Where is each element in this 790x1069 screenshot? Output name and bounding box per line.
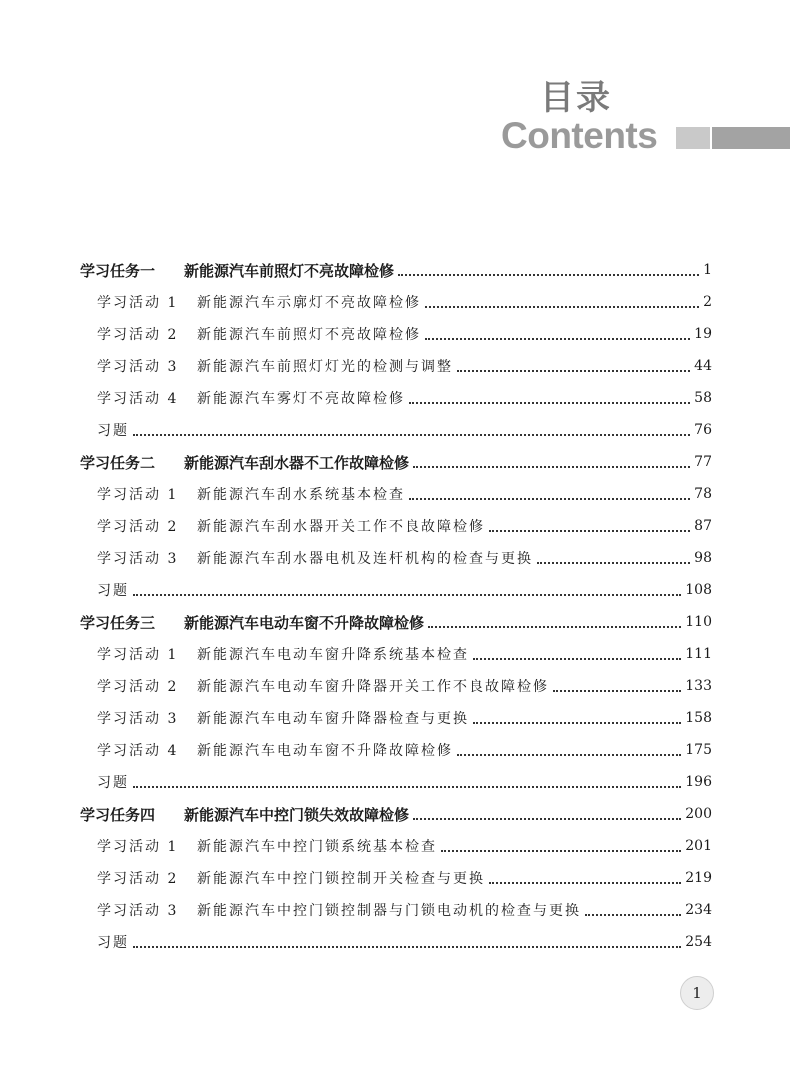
toc-page: 98 — [694, 550, 712, 566]
toc-label: 习题 — [97, 423, 129, 439]
toc-title: 新能源汽车雾灯不亮故障检修 — [197, 391, 405, 407]
toc-task-2[interactable] — [80, 446, 712, 478]
toc-title: 新能源汽车刮水系统基本检查 — [197, 487, 405, 503]
toc-activity[interactable] — [97, 350, 712, 382]
page-number-badge: 1 — [680, 976, 714, 1010]
toc-title: 新能源汽车刮水器电机及连杆机构的检查与更换 — [197, 551, 533, 567]
toc-label: 学习活动 3 — [97, 903, 179, 919]
toc-page: 111 — [685, 646, 712, 662]
leader-dots — [133, 785, 681, 788]
toc-page: 219 — [685, 870, 712, 886]
title: 目录 — [540, 78, 612, 118]
toc-label: 学习活动 3 — [97, 551, 179, 567]
toc-page: 201 — [685, 838, 712, 854]
toc-page: 234 — [685, 902, 712, 918]
toc-activity[interactable] — [97, 286, 712, 318]
toc-title: 新能源汽车中控门锁系统基本检查 — [197, 839, 437, 855]
leader-dots — [425, 337, 690, 340]
leader-dots — [473, 721, 681, 724]
toc-activity[interactable] — [97, 478, 712, 510]
toc-title: 新能源汽车刮水器开关工作不良故障检修 — [197, 519, 485, 535]
toc-label: 学习任务三 — [80, 613, 156, 632]
toc-activity[interactable] — [97, 382, 712, 414]
toc-activity[interactable] — [97, 702, 712, 734]
toc-page: 19 — [694, 326, 712, 342]
toc-label: 学习活动 2 — [97, 679, 179, 695]
toc-activity[interactable] — [97, 862, 712, 894]
leader-dots — [133, 945, 681, 948]
toc-page: 110 — [685, 614, 712, 630]
leader-dots — [441, 849, 681, 852]
toc-activity[interactable] — [97, 638, 712, 670]
toc-task-1[interactable] — [80, 254, 712, 286]
toc-label: 习题 — [97, 935, 129, 951]
toc-task-3[interactable] — [80, 606, 712, 638]
toc-title: 新能源汽车前照灯不亮故障检修 — [197, 327, 421, 343]
toc-exercises[interactable] — [97, 766, 712, 798]
leader-dots — [585, 913, 681, 916]
toc-page: 76 — [694, 422, 712, 438]
toc-title: 新能源汽车电动车窗不升降故障检修 — [197, 743, 453, 759]
leader-dots — [473, 657, 681, 660]
toc-exercises[interactable] — [97, 926, 712, 958]
toc-activity[interactable] — [97, 734, 712, 766]
toc-title: 新能源汽车电动车窗升降器开关工作不良故障检修 — [197, 679, 549, 695]
decorative-bar-dark — [712, 127, 790, 149]
toc-label: 学习活动 3 — [97, 359, 179, 375]
toc-label: 学习活动 3 — [97, 711, 179, 727]
leader-dots — [489, 881, 681, 884]
toc-label: 学习活动 1 — [97, 647, 179, 663]
toc-title: 新能源汽车刮水器不工作故障检修 — [184, 453, 410, 472]
leader-dots — [425, 305, 699, 308]
toc-activity[interactable] — [97, 670, 712, 702]
toc-label: 学习活动 4 — [97, 391, 179, 407]
toc-exercises[interactable] — [97, 574, 712, 606]
toc-label: 学习活动 1 — [97, 295, 179, 311]
toc-title: 新能源汽车前照灯灯光的检测与调整 — [197, 359, 453, 375]
toc-page: 78 — [694, 486, 712, 502]
toc-label: 学习活动 1 — [97, 839, 179, 855]
toc-activity[interactable] — [97, 894, 712, 926]
leader-dots — [537, 561, 690, 564]
leader-dots — [413, 817, 681, 820]
toc-label: 学习活动 2 — [97, 519, 179, 535]
leader-dots — [457, 369, 690, 372]
toc-title: 新能源汽车电动车窗升降器检查与更换 — [197, 711, 469, 727]
toc-title: 新能源汽车前照灯不亮故障检修 — [184, 261, 395, 280]
toc-label: 学习活动 2 — [97, 871, 179, 887]
toc-task-4[interactable] — [80, 798, 712, 830]
subtitle: Contents — [501, 115, 658, 156]
toc-page: 133 — [685, 678, 712, 694]
leader-dots — [489, 529, 690, 532]
toc-title: 新能源汽车电动车窗不升降故障检修 — [184, 613, 425, 632]
toc-label: 学习活动 2 — [97, 327, 179, 343]
toc-page: 254 — [685, 934, 712, 950]
toc-label: 习题 — [97, 583, 129, 599]
toc-exercises[interactable] — [97, 414, 712, 446]
toc-page: 44 — [694, 358, 712, 374]
leader-dots — [133, 433, 690, 436]
toc-activity[interactable] — [97, 318, 712, 350]
toc-activity[interactable] — [97, 830, 712, 862]
toc-title: 新能源汽车示廓灯不亮故障检修 — [197, 295, 421, 311]
toc-title: 新能源汽车中控门锁控制器与门锁电动机的检查与更换 — [197, 903, 581, 919]
toc-page: 200 — [685, 806, 712, 822]
toc-label: 学习活动 4 — [97, 743, 179, 759]
leader-dots — [428, 625, 681, 628]
leader-dots — [553, 689, 681, 692]
toc-label: 学习任务一 — [80, 261, 156, 280]
toc-page: 1 — [703, 262, 712, 278]
toc-activity[interactable] — [97, 510, 712, 542]
leader-dots — [413, 465, 690, 468]
toc-page: 158 — [685, 710, 712, 726]
toc-title: 新能源汽车中控门锁控制开关检查与更换 — [197, 871, 485, 887]
leader-dots — [133, 593, 681, 596]
toc-page: 196 — [685, 774, 712, 790]
toc-label: 学习任务四 — [80, 805, 156, 824]
leader-dots — [398, 273, 699, 276]
toc-page: 58 — [694, 390, 712, 406]
toc-label: 习题 — [97, 775, 129, 791]
toc-page: 87 — [694, 518, 712, 534]
toc-page: 2 — [703, 294, 712, 310]
toc-activity[interactable] — [97, 542, 712, 574]
toc-page: 77 — [694, 454, 712, 470]
toc-label: 学习任务二 — [80, 453, 156, 472]
toc-title: 新能源汽车中控门锁失效故障检修 — [184, 805, 410, 824]
toc-label: 学习活动 1 — [97, 487, 179, 503]
decorative-bar-light — [676, 127, 710, 149]
toc-page: 108 — [685, 582, 712, 598]
leader-dots — [457, 753, 681, 756]
toc-title: 新能源汽车电动车窗升降系统基本检查 — [197, 647, 469, 663]
leader-dots — [409, 401, 690, 404]
leader-dots — [409, 497, 690, 500]
toc-page: 175 — [685, 742, 712, 758]
